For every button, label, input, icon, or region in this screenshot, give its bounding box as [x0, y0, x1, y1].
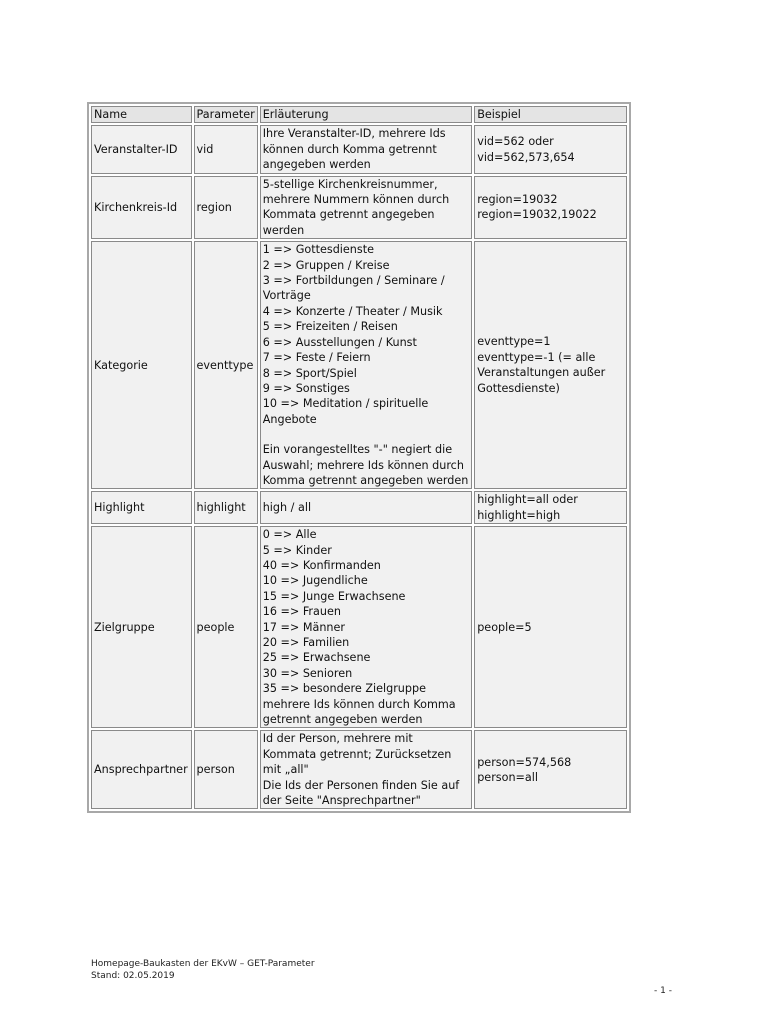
- cell-description-line: mit „all": [262, 763, 309, 777]
- cell-description-line: können durch Komma getrennt: [262, 142, 437, 156]
- cell-description-line: 5 => Freizeiten / Reisen: [262, 320, 398, 334]
- cell-description-line: Kommata getrennt; Zurücksetzen: [262, 747, 452, 761]
- cell-example-line: eventtype=-1 (= alle: [477, 350, 596, 364]
- cell-description-line: Die Ids der Personen finden Sie auf: [262, 778, 460, 792]
- cell-description-line: 7 => Feste / Feiern: [262, 351, 371, 365]
- cell-description-line: 25 => Erwachsene: [262, 651, 371, 665]
- cell-example: [474, 176, 627, 240]
- cell-description: [260, 241, 472, 489]
- cell-example-line: vid=562,573,654: [477, 150, 575, 164]
- cell-description-line: 30 => Senioren: [262, 666, 353, 680]
- cell-description-line: werden: [262, 223, 305, 237]
- header-description: Erläuterung: [260, 106, 472, 123]
- table-row: [91, 730, 627, 809]
- cell-parameter: person: [194, 730, 258, 809]
- table-row: [91, 176, 627, 240]
- cell-description-line: 1 => Gottesdienste: [262, 243, 374, 257]
- cell-description-line: Komma getrennt angegeben werden: [262, 473, 469, 487]
- cell-name: Zielgruppe: [91, 526, 192, 728]
- cell-description-line: [263, 427, 469, 442]
- cell-example: [474, 241, 627, 489]
- cell-parameter: people: [194, 526, 258, 728]
- cell-example: [474, 526, 627, 728]
- cell-description-line: 2 => Gruppen / Kreise: [262, 258, 390, 272]
- cell-description: [260, 176, 472, 240]
- cell-description-line: Kommata getrennt angegeben: [262, 208, 435, 222]
- header-parameter: Parameter: [194, 106, 258, 123]
- cell-description-line: high / all: [262, 501, 312, 515]
- cell-description-line: angegeben werden: [262, 158, 371, 172]
- cell-example-line: region=19032: [477, 193, 558, 207]
- cell-description-line: 3 => Fortbildungen / Seminare /: [262, 274, 445, 288]
- cell-description-line: 15 => Junge Erwachsene: [262, 589, 406, 603]
- cell-example-line: person=all: [477, 770, 538, 784]
- table-row: [91, 241, 627, 489]
- cell-description-line: Auswahl; mehrere Ids können durch: [262, 458, 464, 472]
- cell-description-line: 0 => Alle: [262, 528, 317, 542]
- cell-example-line: Veranstaltungen außer: [477, 366, 606, 380]
- cell-name: Kategorie: [91, 241, 192, 489]
- header-name: Name: [91, 106, 192, 123]
- cell-parameter: highlight: [194, 491, 258, 524]
- cell-description-line: 8 => Sport/Spiel: [262, 366, 357, 380]
- cell-parameter: vid: [194, 125, 258, 173]
- cell-description-line: der Seite "Ansprechpartner": [262, 794, 421, 808]
- cell-description-line: mehrere Nummern können durch: [262, 193, 450, 207]
- header-example: Beispiel: [474, 106, 627, 123]
- cell-example-line: highlight=all oder: [477, 493, 578, 507]
- cell-name: Ansprechpartner: [91, 730, 192, 809]
- cell-description: [260, 526, 472, 728]
- footer-date: Stand: 02.05.2019: [91, 971, 175, 981]
- cell-name: Veranstalter-ID: [91, 125, 192, 173]
- cell-example-line: vid=562 oder: [477, 135, 554, 149]
- cell-description-line: Angebote: [262, 412, 317, 426]
- cell-description-line: 17 => Männer: [262, 620, 345, 634]
- cell-parameter: eventtype: [194, 241, 258, 489]
- footer: [91, 958, 315, 982]
- cell-description-line: Ein vorangestelltes "-" negiert die: [262, 443, 453, 457]
- cell-description-line: 4 => Konzerte / Theater / Musik: [262, 304, 443, 318]
- table-row: [91, 491, 627, 524]
- cell-description-line: 35 => besondere Zielgruppe: [262, 682, 426, 696]
- cell-example-line: person=574,568: [477, 755, 572, 769]
- cell-description-line: 40 => Konfirmanden: [262, 558, 381, 572]
- cell-description-line: getrennt angegeben werden: [262, 713, 423, 727]
- cell-description-line: 10 => Jugendliche: [262, 574, 368, 588]
- cell-example-line: eventtype=1: [477, 335, 551, 349]
- cell-description: [260, 730, 472, 809]
- cell-description-line: 5 => Kinder: [262, 543, 332, 557]
- cell-example-line: region=19032,19022: [477, 208, 597, 222]
- cell-parameter: region: [194, 176, 258, 240]
- cell-description-line: 5-stellige Kirchenkreisnummer,: [262, 177, 438, 191]
- cell-description-line: Id der Person, mehrere mit: [262, 732, 413, 746]
- cell-description-line: 16 => Frauen: [262, 605, 341, 619]
- footer-title: Homepage-Baukasten der EKvW – GET-Parameter: [91, 959, 315, 969]
- cell-example-line: people=5: [477, 620, 532, 634]
- cell-description-line: 20 => Familien: [262, 636, 350, 649]
- cell-description-line: 10 => Meditation / spirituelle: [262, 397, 429, 411]
- table-row: [91, 526, 627, 728]
- cell-example-line: Gottesdienste): [477, 381, 560, 395]
- cell-description-line: Ihre Veranstalter-ID, mehrere Ids: [262, 127, 446, 141]
- parameter-table: [87, 102, 631, 813]
- cell-example-line: highlight=high: [477, 508, 561, 522]
- cell-name: Kirchenkreis-Id: [91, 176, 192, 240]
- cell-description-line: 9 => Sonstiges: [262, 381, 350, 395]
- cell-example: [474, 491, 627, 524]
- cell-description: [260, 491, 472, 524]
- cell-description-line: 6 => Ausstellungen / Kunst: [262, 335, 417, 349]
- table-header-row: [91, 106, 627, 123]
- cell-description: [260, 125, 472, 173]
- cell-name: Highlight: [91, 491, 192, 524]
- table-row: [91, 125, 627, 173]
- cell-description-line: mehrere Ids können durch Komma: [262, 697, 456, 711]
- cell-description-line: Vorträge: [262, 289, 311, 303]
- cell-example: [474, 125, 627, 173]
- cell-example: [474, 730, 627, 809]
- page-number: - 1 -: [654, 986, 672, 996]
